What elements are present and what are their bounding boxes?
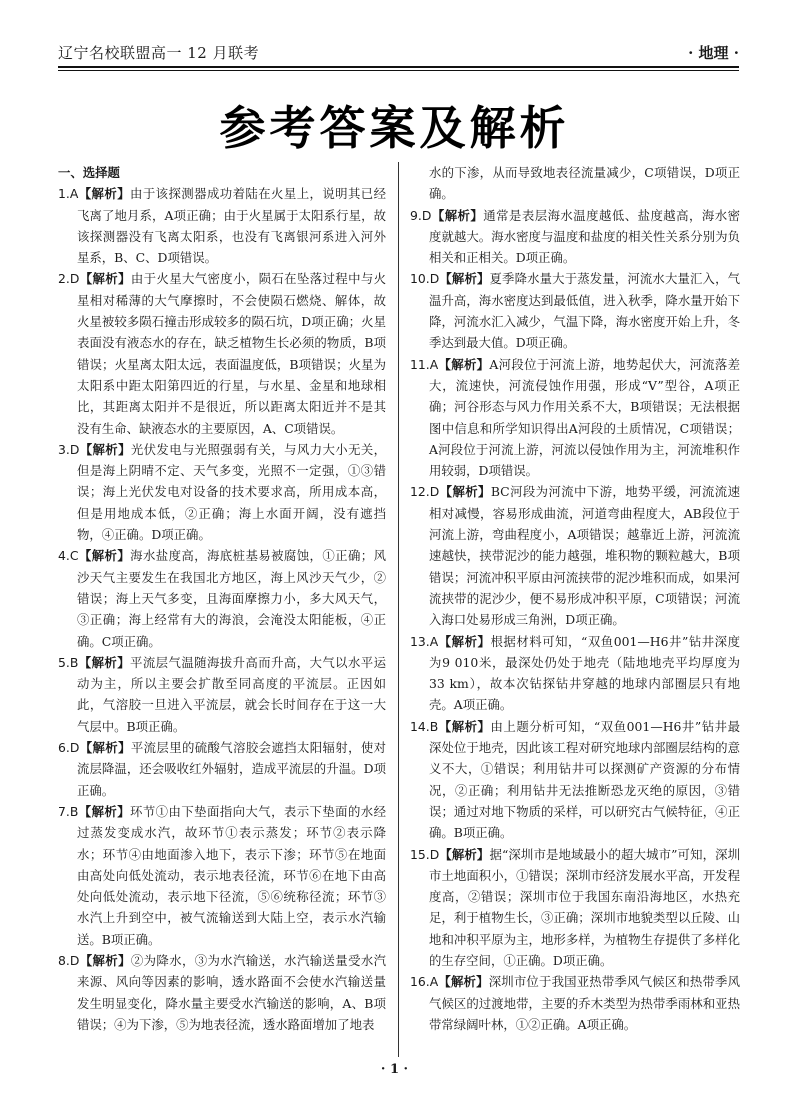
answer-number: 7.B: [58, 803, 79, 819]
analysis-tag: 【解析】: [439, 271, 490, 287]
analysis-tag: 【解析】: [439, 484, 491, 500]
answer-number: 14.B: [410, 718, 439, 734]
answer-text: 夏季降水量大于蒸发量，河流水大量汇入，气温升高，海水密度达到最低值，进入秋季，降水量开始下降，河流水汇入减少，气温下降，海水密度开始上升，冬季达到最大值。D项正确。: [429, 271, 740, 351]
answer-number: 8.D: [58, 952, 80, 968]
answer-item: [410, 205, 740, 269]
analysis-tag: 【解析】: [79, 740, 131, 756]
answer-number: 16.A: [410, 974, 439, 990]
answer-number: 1.A: [58, 186, 79, 202]
answer-item: [410, 481, 740, 630]
answer-item: [58, 268, 386, 438]
right-column: [410, 162, 740, 1035]
answer-text: 通常是表层海水温度越低、盐度越高，海水密度就越大。海水密度与温度和盐度的相关性关系分别为负相关和正相关。D项正确。: [429, 207, 740, 266]
answer-item: [58, 439, 386, 545]
analysis-tag: 【解析】: [78, 803, 131, 819]
analysis-tag: 【解析】: [438, 974, 489, 990]
page-header: [58, 38, 739, 64]
answer-number: 5.B: [58, 654, 79, 670]
answer-text: 平流层气温随海拔升高而升高，大气以水平运动为主，所以主要会扩散至同高度的平流层。正因如此，气溶胶一旦进入平流层，就会长时间存在于这一大气层中。B项正确。: [77, 654, 387, 734]
left-column: [58, 162, 386, 1035]
analysis-tag: 【解析】: [79, 952, 131, 968]
exam-name: 辽宁名校联盟高一 12 月联考: [58, 44, 260, 62]
analysis-tag: 【解析】: [431, 207, 484, 223]
answer-text: 平流层里的硫酸气溶胶会遮挡太阳辐射，使对流层降温，还会吸收红外辐射，造成平流层的升温。D项正确。: [77, 740, 387, 798]
answer-item: [410, 971, 740, 1035]
answer-text: 据“深圳市是地域最小的超大城市”可知，深圳市土地面积小，①错误；深圳市经济发展水平高，开发程度高，②错误；深圳市位于我国东南沿海地区，水热充足，利于植物生长，③正确；深圳市地貌类型以丘陵、山地和冲积平原为主，地形多样，为植物生存提供了多样化的生存空间，①正确。D项正确。: [429, 846, 741, 968]
answer-item: [58, 183, 386, 268]
answer-item: [58, 801, 386, 950]
analysis-tag: 【解析】: [79, 441, 131, 457]
answer-text: 根据材料可知，“双鱼001—H6井”钻井深度为9 010米，最深处仍处于地壳（陆地地壳平均厚度为33 km），故本次钻探钻井穿越的地球内部圈层只有地壳。A项正确。: [429, 633, 741, 713]
header-rule-thin: [58, 70, 739, 71]
answer-number: 3.D: [58, 441, 80, 457]
answer-text: ②为降水，③为水汽输送，水汽输送量受水汽来源、风向等因素的影响，透水路面不会使水汽输送量发生明显变化，降水量主要受水汽输送的影响，A、B项错误；④为下渗，⑤为地表径流，透水路面增加了地表: [77, 952, 387, 1032]
section-heading: 一、选择题: [58, 165, 120, 180]
analysis-tag: 【解析】: [439, 846, 490, 862]
page-title: 参考答案及解析: [219, 101, 570, 155]
answer-text: 由于该探测器成功着陆在火星上，说明其已经飞离了地月系，A项正确；由于火星属于太阳系行星，故该探测器没有飞离太阳系，也没有飞离银河系进入河外星系，B、C、D项错误。: [77, 186, 387, 266]
answer-text: 由于火星大气密度小，陨石在坠落过程中与火星相对稀薄的大气摩擦时，不会使陨石燃烧、解体，故火星被较多陨石撞击形成较多的陨石坑，D项正确；火星表面没有液态水的存在，缺乏植物生长必须的物质，B项错误；火星离太阳太远，表面温度低，B项错误；火星为太阳系中距太阳第四近的行星，与水星、金星和地球相比，其距离太阳并不是很近，所以距离太阳近并不是其没有生命、缺液态水的主要原因，A、C项错误。: [77, 271, 387, 436]
answer-text: 由上题分析可知，“双鱼001—H6井”钻井最深处位于地壳，因此该工程对研究地球内部圈层结构的意义不大，①错误；利用钻井可以探测矿产资源的分布情况，②正确；利用钻井无法推断恐龙灭绝的原因，③错误；通过对地下物质的采样，可以研究古气候特征，④正确。B项正确。: [429, 718, 740, 841]
answer-number: 10.D: [410, 271, 440, 287]
answer-number: 4.C: [58, 548, 79, 564]
continued-text: 水的下渗，从而导致地表径流量减少，C项错误，D项正确。: [429, 165, 740, 202]
answer-item: [58, 545, 386, 651]
answer-text: A河段位于河流上游，地势起伏大，河流落差大，流速快，河流侵蚀作用强，形成“V”型谷，A项正确；河谷形态与风力作用关系不大，B项错误；无法根据图中信息和所学知识得出A河段的土质情况，C项错误；A河段位于河流上游，河流以侵蚀作用为主，河流堆积作用较弱，D项错误。: [429, 356, 740, 479]
answer-item: [410, 268, 740, 353]
answer-text: 深圳市位于我国亚热带季风气候区和热带季风气候区的过渡地带，主要的乔木类型为热带季雨林和亚热带常绿阔叶林，①②正确。A项正确。: [429, 974, 741, 1032]
analysis-tag: 【解析】: [79, 271, 131, 287]
answer-text: BC河段为河流中下游，地势平缓，河流流速相对减慢，容易形成曲流，河道弯曲程度大，AB段位于河流上游，弯曲程度小，A项错误；越靠近上游，河流流速越快，挟带泥沙的能力越强，堆积物的颗粒越大，B项错误；河流冲积平原由河流挟带的泥沙堆积而成，如果河流挟带的泥沙少，便不易形成冲积平原，C项错误；河流入海口处易形成三角洲，D项正确。: [429, 484, 740, 628]
header-rule-thick: [58, 66, 739, 68]
answer-item: [410, 844, 740, 972]
answer-number: 6.D: [58, 740, 80, 756]
answer-item: [58, 737, 386, 801]
column-divider: [398, 162, 399, 1057]
answer-number: 15.D: [410, 846, 440, 862]
analysis-tag: 【解析】: [438, 718, 491, 734]
answer-number: 2.D: [58, 271, 80, 287]
answer-item: [58, 950, 386, 1035]
subject-label: · 地理 ·: [688, 44, 739, 62]
answer-number: 9.D: [410, 207, 432, 223]
answer-number: 13.A: [410, 633, 439, 649]
answer-list-right: [410, 205, 740, 1036]
analysis-tag: 【解析】: [78, 186, 131, 202]
analysis-tag: 【解析】: [78, 654, 131, 670]
answer-text: 环节①由下垫面指向大气，表示下垫面的水经过蒸发变成水汽，故环节①表示蒸发；环节②表示降水；环节④由地面渗入地下，表示下渗；环节⑤在地面由高处向低处流动，表示地表径流，环节⑥在地下由高处向低处流动，表示地下径流，⑤⑥统称径流；环节③水汽上升到空中，被气流输送到大陆上空，表示水汽输送。B项正确。: [77, 803, 387, 947]
answer-list-left: [58, 183, 386, 1035]
answer-number: 12.D: [410, 484, 440, 500]
answer-text: 海水盐度高，海底桩基易被腐蚀，①正确；风沙天气主要发生在我国北方地区，海上风沙天气少，②错误；海上天气多变，且海面摩擦力小，多大风天气，③正确；海上经常有大的海浪，会淹没太阳能板，④正确。C项正确。: [77, 548, 387, 649]
analysis-tag: 【解析】: [438, 356, 490, 372]
analysis-tag: 【解析】: [438, 633, 491, 649]
answer-number: 11.A: [410, 356, 439, 372]
answer-item: [58, 652, 386, 737]
answer-item: [410, 354, 740, 482]
answer-item: [410, 631, 740, 716]
answer-item: [410, 716, 740, 844]
page-number: · 1 ·: [380, 1062, 409, 1077]
answer-text: 光伏发电与光照强弱有关，与风力大小无关，但是海上阴晴不定、天气多变，光照不一定强，①③错误；海上光伏发电对设备的技术要求高，所用成本高，但是用地成本低，②正确；海上水面开阔，没有遮挡物，④正确。D项正确。: [77, 441, 387, 543]
analysis-tag: 【解析】: [78, 548, 131, 564]
